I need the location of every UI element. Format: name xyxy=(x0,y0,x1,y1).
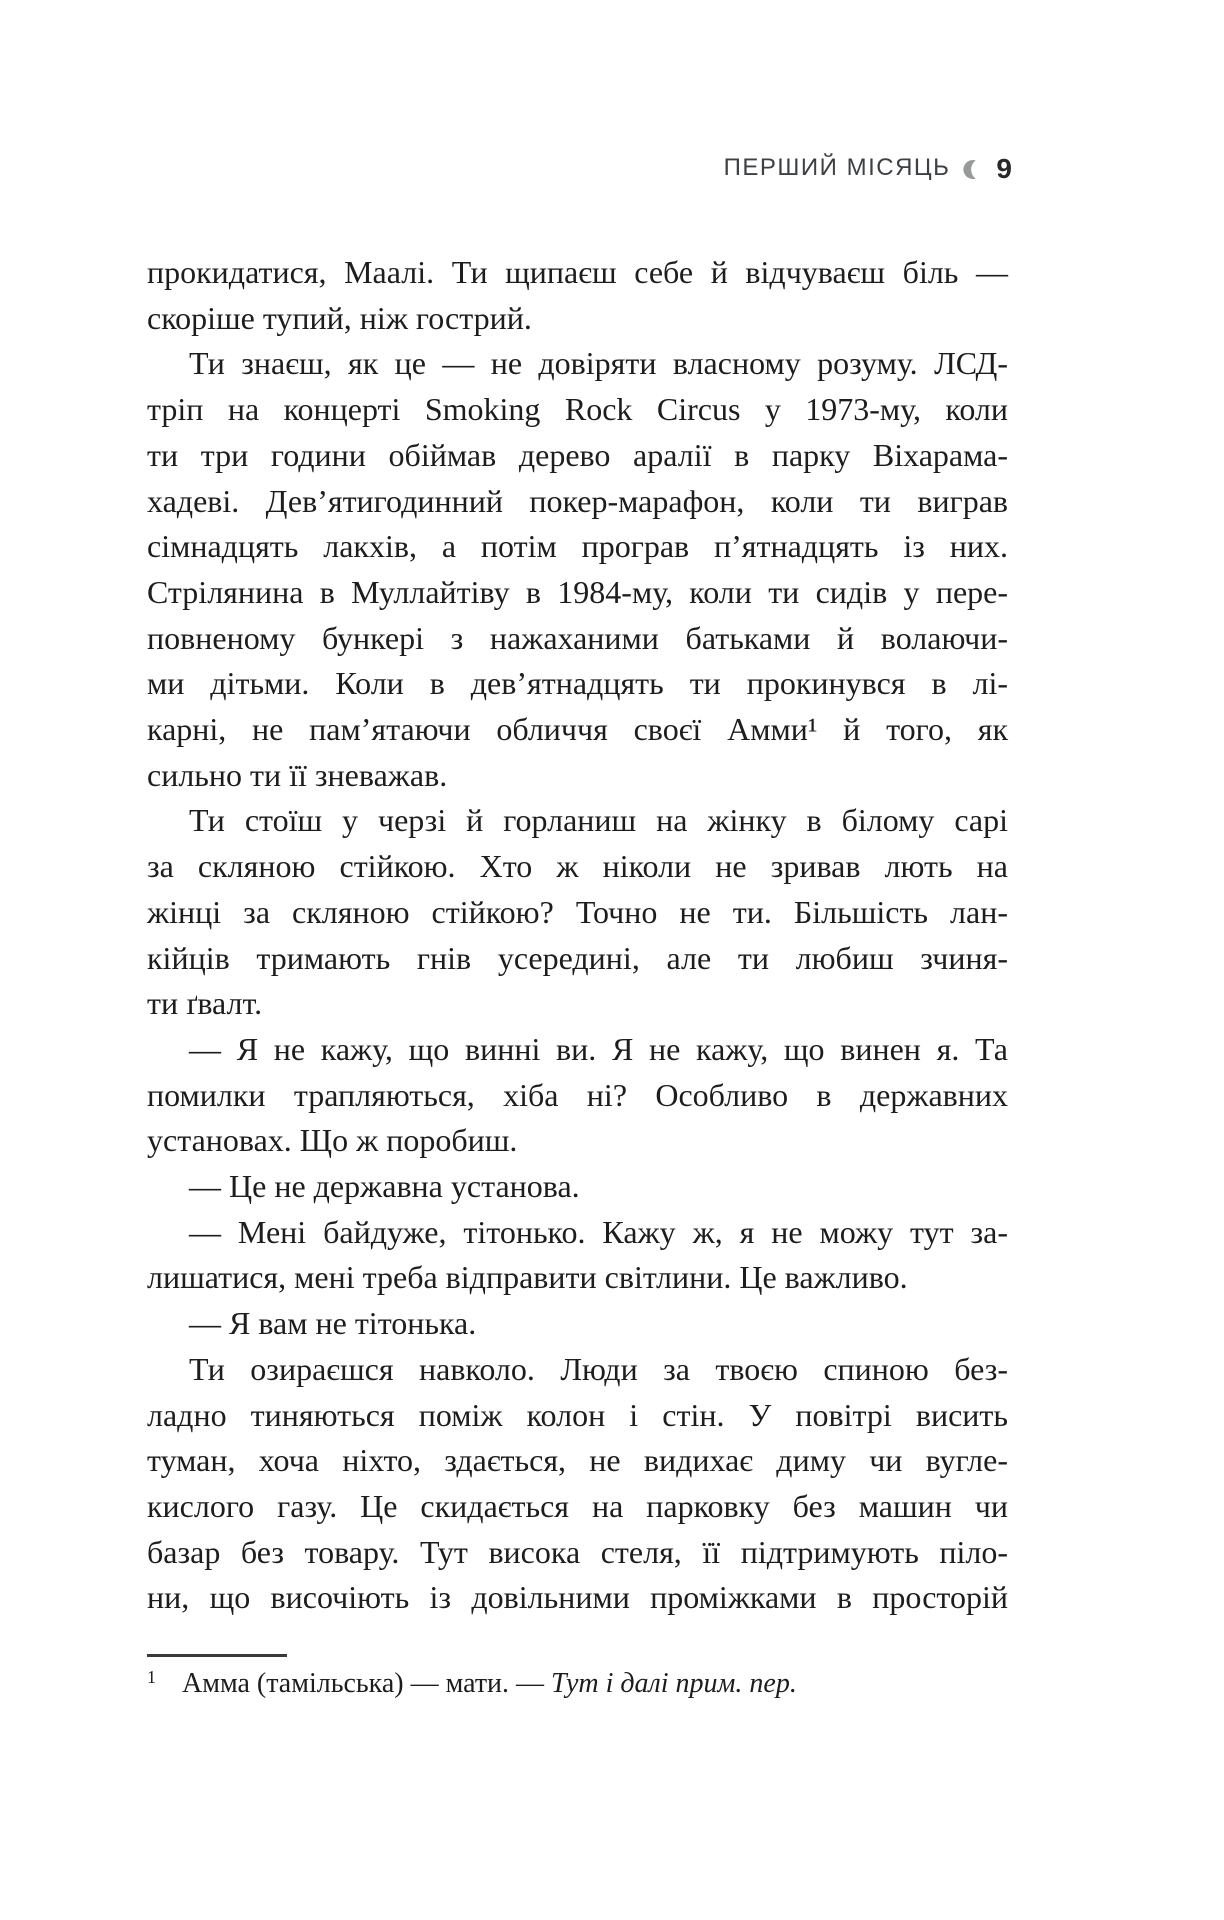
text-line: за скляною стійкою. Хто ж ніколи не зривав лють на xyxy=(147,848,1008,885)
text-line: сильно ти її зневажав. xyxy=(147,756,448,793)
text-line: Ти знаєш, як це — не довіряти власному розуму. ЛСД- xyxy=(189,345,1008,382)
text-line: тріп на концерті Smoking Rock Circus у 1973-му, коли xyxy=(147,391,1008,428)
paragraph xyxy=(147,1164,1008,1210)
text-line: ладно тиняються поміж колон і стін. У повітрі висить xyxy=(147,1396,1008,1433)
text-line: установах. Що ж поробиш. xyxy=(147,1122,518,1159)
text-line: ми дітьми. Коли в дев’ятнадцять ти прокинувся в лі- xyxy=(147,665,1008,702)
crescent-moon-icon xyxy=(963,159,983,180)
footnote-divider xyxy=(147,1654,287,1657)
paragraph xyxy=(147,798,1008,1027)
text-line: Стрілянина в Муллайтіву в 1984-му, коли ти сидів у пере- xyxy=(147,573,1008,610)
footnote-marker: 1 xyxy=(147,1667,156,1687)
paragraph xyxy=(147,1301,1008,1347)
chapter-running-head: ПЕРШИЙ МІСЯЦЬ xyxy=(723,154,951,181)
paragraph xyxy=(147,1347,1008,1621)
text-line: Ти озираєшся навколо. Люди за твоєю спиною без- xyxy=(189,1350,1008,1387)
footnote-translator-note: Тут і далі прим. пер. xyxy=(551,1668,797,1699)
text-line: — Це не державна установа. xyxy=(189,1168,580,1205)
text-line: туман, хоча ніхто, здається, не видихає диму чи вугле- xyxy=(147,1442,1008,1479)
text-line: помилки трапляються, хіба ні? Особливо в державних xyxy=(147,1076,1008,1113)
text-line: — Я вам не тітонька. xyxy=(189,1305,477,1342)
text-line: Ти стоїш у черзі й горланиш на жінку в білому сарі xyxy=(189,802,1008,839)
text-line: кислого газу. Це скидається на парковку без машин чи xyxy=(147,1487,1008,1524)
page-number: 9 xyxy=(996,152,1012,184)
text-line: лишатися, мені треба відправити світлини. Це важливо. xyxy=(147,1259,908,1296)
page-text xyxy=(147,250,1008,1621)
text-line: — Я не кажу, що винні ви. Я не кажу, що винен я. Та xyxy=(189,1030,1008,1067)
text-line: ти ґвалт. xyxy=(147,985,263,1022)
text-line: жінці за скляною стійкою? Точно не ти. Більшість лан- xyxy=(147,893,1008,930)
text-line: базар без товару. Тут висока стеля, її підтримують піло- xyxy=(147,1533,1008,1570)
text-line: — Мені байдуже, тітонько. Кажу ж, я не можу тут за- xyxy=(189,1213,1008,1250)
paragraph xyxy=(147,1027,1008,1164)
text-line: ти три години обіймав дерево аралії в парку Віхарама- xyxy=(147,436,1008,473)
paragraph xyxy=(147,250,1008,341)
text-line: скоріше тупий, ніж гострий. xyxy=(147,299,532,336)
text-line: повненому бункері з нажаханими батьками й волаючи- xyxy=(147,619,1008,656)
text-line: хадеві. Дев’ятигодинний покер-марафон, коли ти виграв xyxy=(147,482,1008,519)
footnote-text: Амма (тамільська) — мати. — xyxy=(182,1668,552,1699)
text-line: карні, не пам’ятаючи обличчя своєї Амми¹ й того, як xyxy=(147,711,1008,748)
text-line: кійців тримають гнів усередині, але ти любиш зчиня- xyxy=(147,939,1008,976)
footnote xyxy=(147,1666,1010,1704)
paragraph xyxy=(147,1210,1008,1301)
text-line: ни, що височіють із довільними проміжками в просторій xyxy=(147,1579,1008,1616)
paragraph xyxy=(147,341,1008,798)
text-line: сімнадцять лакхів, а потім програв п’ятнадцять із них. xyxy=(147,528,1008,565)
page-header xyxy=(724,152,1012,184)
text-line: прокидатися, Маалі. Ти щипаєш себе й відчуваєш біль — xyxy=(147,254,1008,290)
